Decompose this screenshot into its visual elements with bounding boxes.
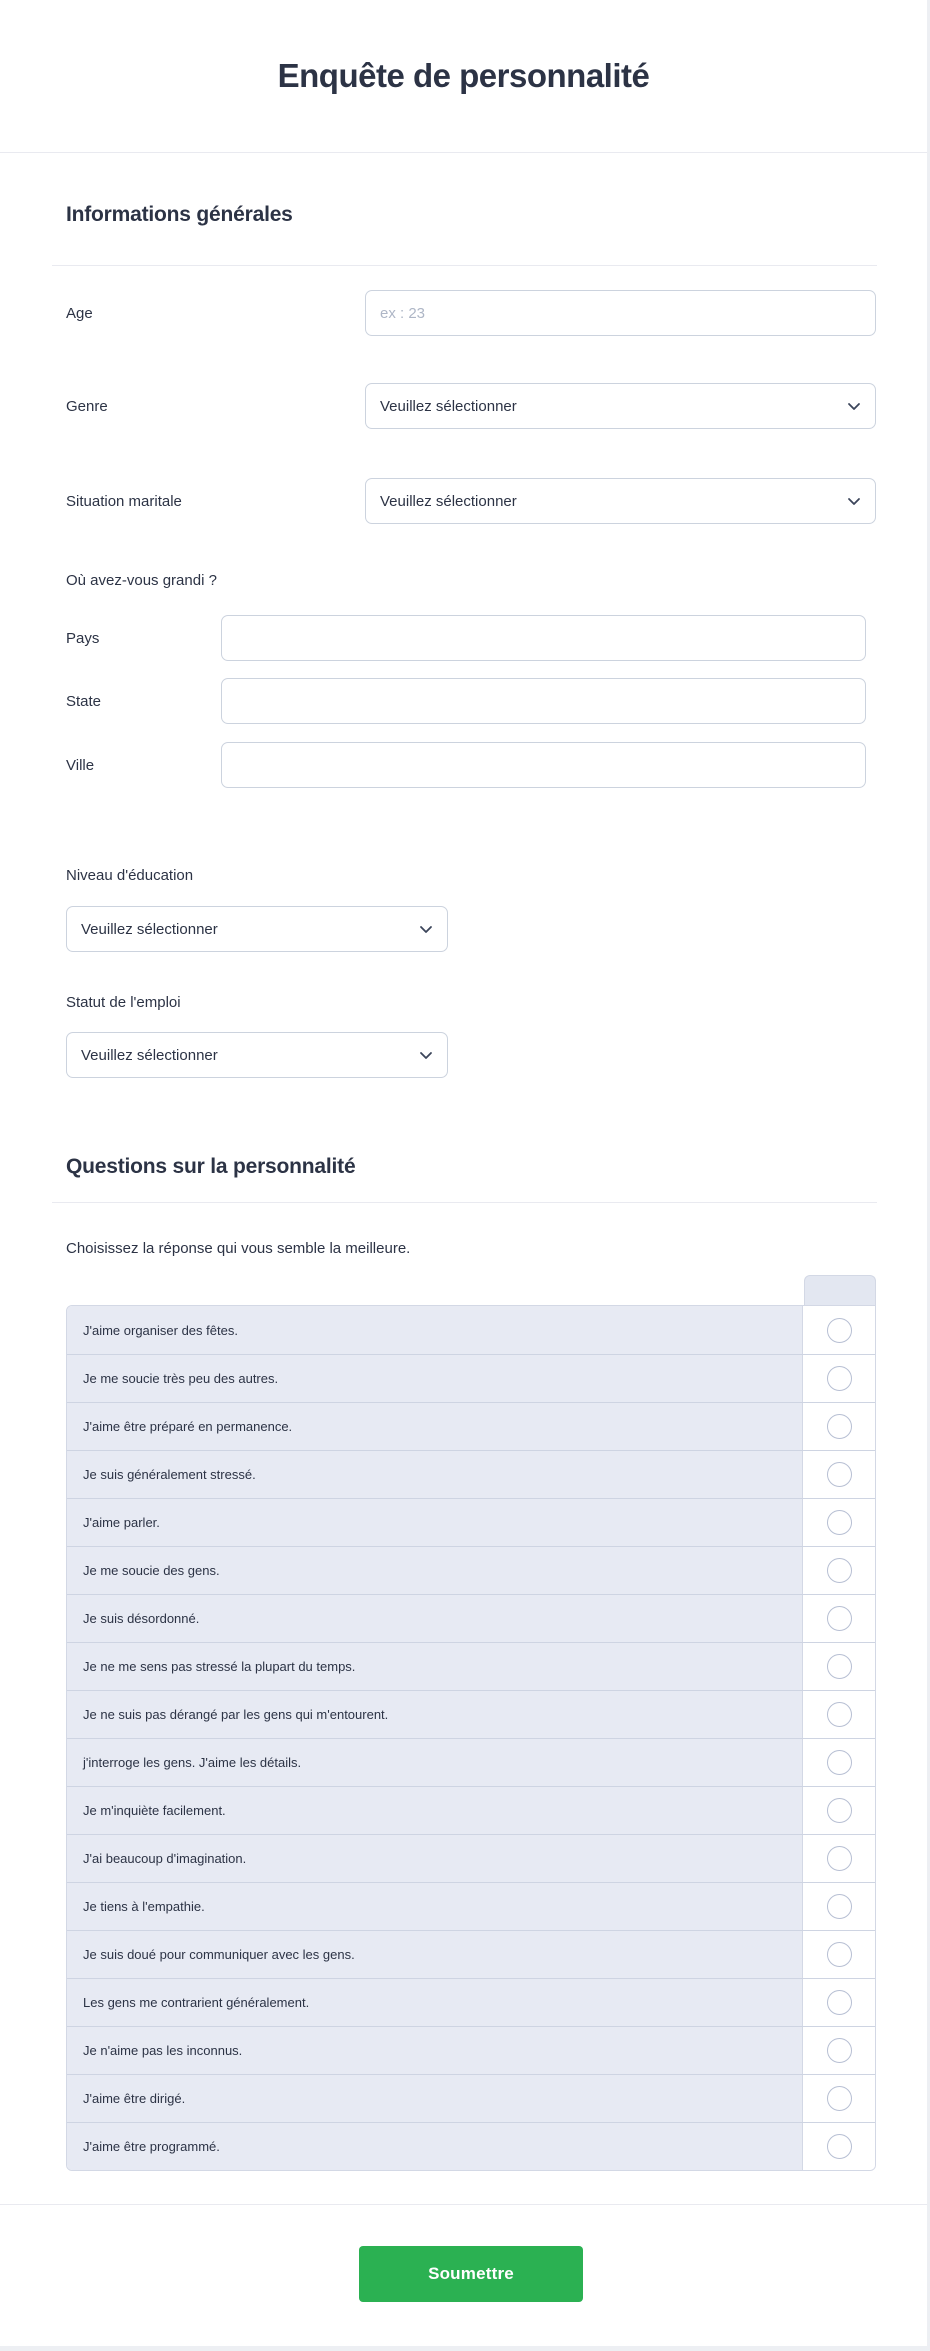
question-text: J'aime être programmé. [67,2123,803,2170]
question-radio[interactable] [827,2134,852,2159]
genre-label: Genre [66,397,108,415]
state-field-row [66,678,876,724]
radio-cell [803,1547,875,1594]
radio-cell [803,2027,875,2074]
table-row [67,2122,875,2170]
radio-cell [803,1451,875,1498]
question-text: J'aime parler. [67,1499,803,1546]
state-label: State [66,692,102,710]
genre-select[interactable] [365,383,876,429]
ville-field-row [66,742,876,788]
genre-field-row [66,383,876,429]
section-heading-personality: Questions sur la personnalité [66,1155,356,1178]
question-radio[interactable] [827,1894,852,1919]
employment-select[interactable] [66,1032,448,1078]
question-radio[interactable] [827,1750,852,1775]
question-radio[interactable] [827,1942,852,1967]
radio-cell [803,2075,875,2122]
age-field-row [66,290,876,336]
question-text: Les gens me contrarient généralement. [67,1979,803,2026]
radio-cell [803,1979,875,2026]
table-row [67,1978,875,2026]
personality-question-table [66,1275,876,2171]
question-text: Je suis doué pour communiquer avec les gens. [67,1931,803,1978]
radio-cell [803,1499,875,1546]
table-row [67,2074,875,2122]
question-text: Je suis généralement stressé. [67,1451,803,1498]
question-text: Je tiens à l'empathie. [67,1883,803,1930]
question-text: Je ne me sens pas stressé la plupart du temps. [67,1643,803,1690]
footer-divider [0,2204,927,2205]
form-content [0,201,927,2348]
education-select[interactable] [66,906,448,952]
question-text: Je me soucie très peu des autres. [67,1355,803,1402]
question-text: J'aime organiser des fêtes. [67,1306,803,1354]
table-row [67,1546,875,1594]
question-radio[interactable] [827,1558,852,1583]
radio-cell [803,1787,875,1834]
question-radio[interactable] [827,1702,852,1727]
radio-cell [803,1306,875,1354]
education-label: Niveau d'éducation [66,867,194,884]
section-heading-general: Informations générales [66,203,293,226]
radio-cell [803,1835,875,1882]
pays-label: Pays [66,629,100,647]
question-text: Je n'aime pas les inconnus. [67,2027,803,2074]
marital-label: Situation maritale [66,492,182,510]
pays-input[interactable] [221,615,866,661]
question-radio[interactable] [827,1606,852,1631]
marital-field-row [66,478,876,524]
marital-select[interactable] [365,478,876,524]
grown-up-group-label: Où avez-vous grandi ? [66,572,217,589]
age-label: Age [66,304,93,322]
table-row [67,1882,875,1930]
question-text: Je me soucie des gens. [67,1547,803,1594]
question-radio[interactable] [827,2038,852,2063]
ville-input[interactable] [221,742,866,788]
question-radio[interactable] [827,1846,852,1871]
question-radio[interactable] [827,1318,852,1343]
age-input[interactable] [365,290,876,336]
radio-cell [803,1643,875,1690]
radio-cell [803,1691,875,1738]
question-radio[interactable] [827,1414,852,1439]
question-radio[interactable] [827,1654,852,1679]
radio-cell [803,1931,875,1978]
submit-button[interactable]: Soumettre [359,2246,583,2302]
section-divider [52,265,877,266]
table-row [67,1354,875,1402]
question-text: J'ai beaucoup d'imagination. [67,1835,803,1882]
question-radio[interactable] [827,1798,852,1823]
employment-label: Statut de l'emploi [66,994,181,1011]
state-input[interactable] [221,678,866,724]
section-divider [52,1202,877,1203]
table-row [67,1642,875,1690]
question-radio[interactable] [827,1990,852,2015]
radio-cell [803,1355,875,1402]
table-instruction: Choisissez la réponse qui vous semble la meilleure. [66,1240,411,1257]
question-radio[interactable] [827,1510,852,1535]
pays-field-row [66,615,876,661]
table-body [66,1305,876,2171]
question-text: Je ne suis pas dérangé par les gens qui m'entourent. [67,1691,803,1738]
question-text: j'interroge les gens. J'aime les détails. [67,1739,803,1786]
radio-cell [803,1739,875,1786]
table-row [67,1930,875,1978]
question-text: Je m'inquiète facilement. [67,1787,803,1834]
table-row [67,1690,875,1738]
page-title: Enquête de personnalité [277,57,650,94]
question-radio[interactable] [827,1462,852,1487]
radio-cell [803,2123,875,2170]
table-header-cell [804,1275,876,1305]
question-text: J'aime être dirigé. [67,2075,803,2122]
radio-cell [803,1883,875,1930]
question-radio[interactable] [827,2086,852,2111]
table-row [67,1786,875,1834]
table-row [67,1738,875,1786]
table-row [67,1402,875,1450]
table-row [67,1450,875,1498]
table-header-row [66,1275,876,1305]
question-text: Je suis désordonné. [67,1595,803,1642]
form-header [0,0,927,153]
table-row [67,1498,875,1546]
ville-label: Ville [66,756,95,774]
table-row [67,1594,875,1642]
question-radio[interactable] [827,1366,852,1391]
radio-cell [803,1595,875,1642]
table-row [67,1306,875,1354]
question-text: J'aime être préparé en permanence. [67,1403,803,1450]
radio-cell [803,1403,875,1450]
table-row [67,1834,875,1882]
table-row [67,2026,875,2074]
